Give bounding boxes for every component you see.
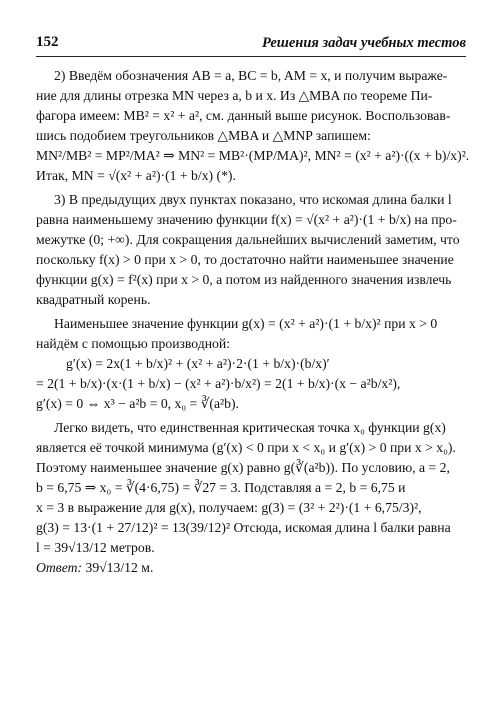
page-number: 152 bbox=[36, 34, 59, 50]
text-line: Поэтому наименьшее значение g(x) равно g(∛(a²b)). По условию, a = 2, bbox=[36, 460, 450, 475]
text-line: Легко видеть, что единственная критическая точка x₀ функции g(x) bbox=[54, 420, 446, 435]
text-line: ние для длины отрезка MN через a, b и x. Из △MBA по теореме Пи- bbox=[36, 88, 433, 103]
text-line: g(3) = 13·(1 + 27/12)² = 13(39/12)² Отсюда, искомая длина l балки равна bbox=[36, 520, 451, 535]
running-header bbox=[36, 34, 466, 57]
answer-label: Ответ: bbox=[36, 560, 83, 575]
text-line: x = 3 в выражение для g(x), получаем: g(3) = (3² + 2²)·(1 + 6,75/3)², bbox=[36, 500, 422, 515]
text-line: межутке (0; +∞). Для сокращения дальнейших вычислений заметим, что bbox=[36, 232, 460, 247]
formula-line: MN²/MB² = MP²/MA² ⇒ MN² = MB²·(MP/MA)², MN² = (x² + a²)·((x + b)/x)². bbox=[36, 148, 470, 163]
text-line: квадратный корень. bbox=[36, 292, 151, 307]
text-line: поскольку f(x) > 0 при x > 0, то достаточно найти наименьшее значение bbox=[36, 252, 454, 267]
text-line: является её точкой минимума (g′(x) < 0 при x < x₀ и g′(x) > 0 при x > x₀). bbox=[36, 440, 456, 455]
formula-line: g′(x) = 2x(1 + b/x)² + (x² + a²)·2·(1 + b/x)·(b/x)′ bbox=[66, 356, 330, 371]
answer bbox=[36, 558, 466, 578]
text-line: b = 6,75 ⇒ x₀ = ∛(4·6,75) = ∛27 = 3. Подставляя a = 2, b = 6,75 и bbox=[36, 480, 406, 495]
formula-line: = 2(1 + b/x)·(x·(1 + b/x) − (x² + a²)·b/x²) = 2(1 + b/x)·(x − a²b/x²), bbox=[36, 376, 401, 391]
solution-text bbox=[36, 66, 470, 578]
text-line: фагора имеем: MB² = x² + a², см. данный выше рисунок. Воспользовав- bbox=[36, 108, 451, 123]
text-line: равна наименьшему значению функции f(x) = √(x² + a²)·(1 + b/x) на про- bbox=[36, 212, 457, 227]
running-title: Решения задач учебных тестов bbox=[262, 35, 466, 51]
formula-line: g′(x) = 0 ⇔ x³ − a²b = 0, x₀ = ∛(a²b). bbox=[36, 396, 239, 411]
text-line: найдём с помощью производной: bbox=[36, 336, 231, 351]
text-line: шись подобием треугольников △MBA и △MNP запишем: bbox=[36, 128, 371, 143]
text-line: 3) В предыдущих двух пунктах показано, что искомая длина балки l bbox=[54, 192, 452, 207]
text-line: Наименьшее значение функции g(x) = (x² + a²)·(1 + b/x)² при x > 0 bbox=[54, 316, 438, 331]
text-line: Итак, MN = √(x² + a²)·(1 + b/x) (*). bbox=[36, 168, 236, 183]
text-line: l = 39√13/12 метров. bbox=[36, 540, 155, 555]
text-line: функции g(x) = f²(x) при x > 0, а потом из найденного значения извлечь bbox=[36, 272, 452, 287]
answer-value: 39√13/12 м. bbox=[85, 560, 154, 575]
text-line: 2) Введём обозначения AB = a, BC = b, AM = x, и получим выраже- bbox=[54, 68, 448, 83]
